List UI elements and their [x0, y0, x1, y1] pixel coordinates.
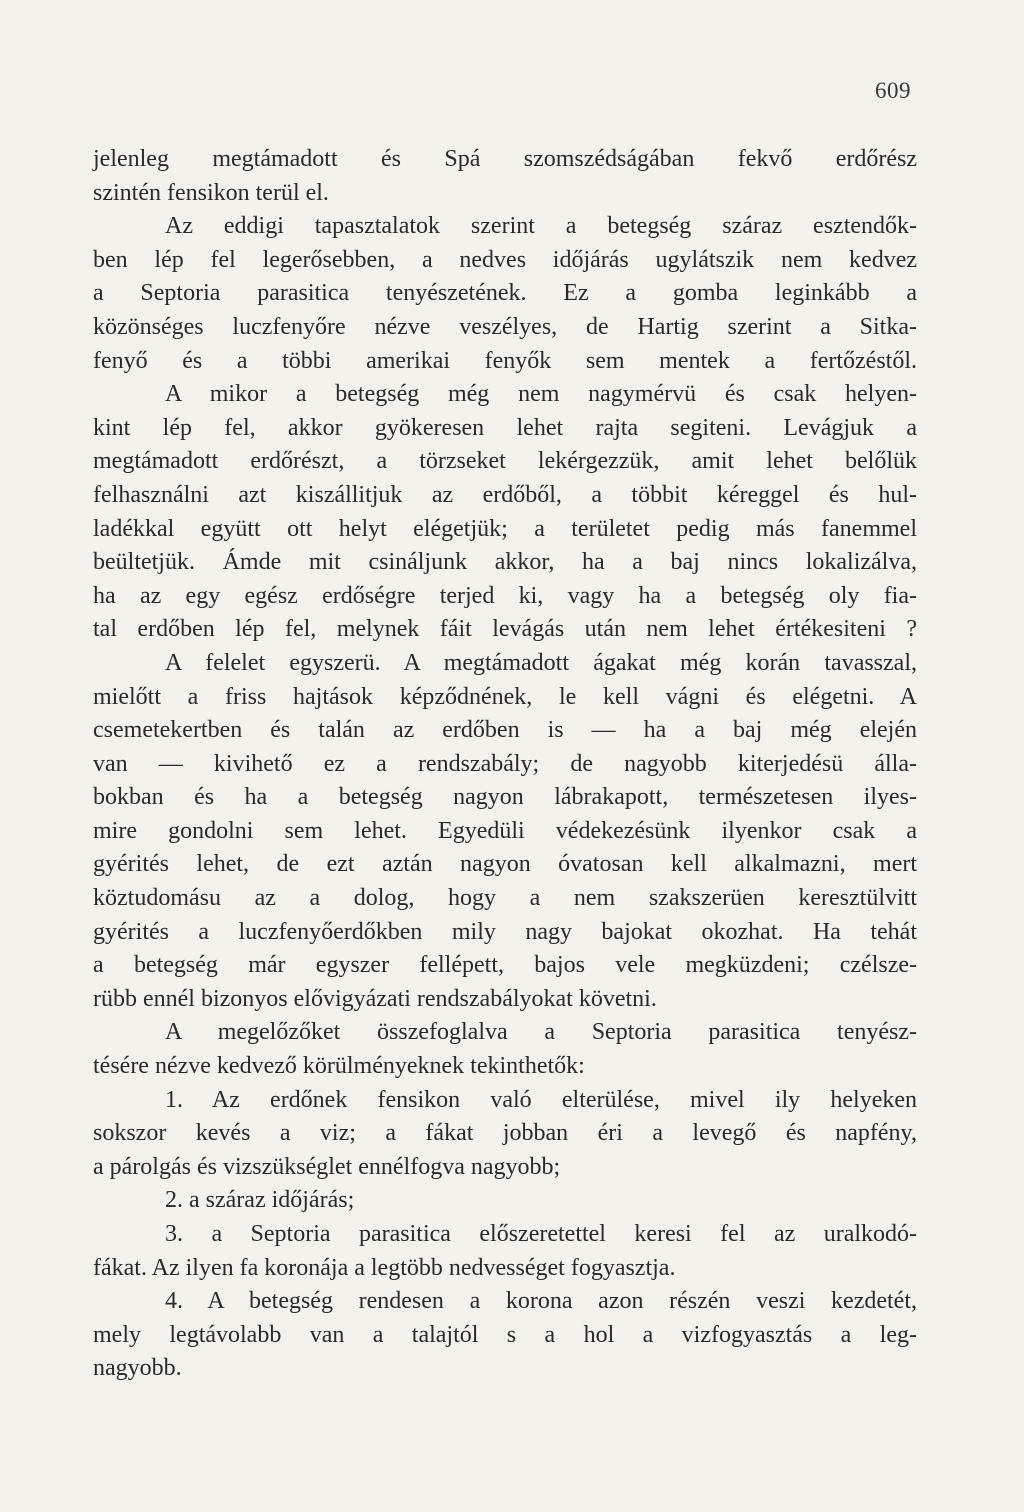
text-line: mielőtt a friss hajtások képződnének, le kell vágni és elégetni. A: [93, 683, 917, 710]
text-line: megtámadott erdőrészt, a törzseket lekérgezzük, amit lehet belőlük: [93, 448, 917, 475]
text-line: A mikor a betegség még nem nagymérvü és csak helyen-: [165, 381, 917, 408]
text-line: 2. a száraz időjárás;: [165, 1187, 355, 1214]
text-line: Az eddigi tapasztalatok szerint a betegség száraz esztendők-: [165, 213, 917, 240]
text-line: sokszor kevés a viz; a fákat jobban éri a levegő és napfény,: [93, 1120, 917, 1147]
text-line: a Septoria parasitica tenyészetének. Ez a gomba leginkább a: [93, 280, 917, 307]
text-line: ben lép fel legerősebben, a nedves időjárás ugylátszik nem kedvez: [93, 246, 917, 273]
text-line: felhasználni azt kiszállitjuk az erdőből, a többit kéreggel és hul-: [93, 481, 917, 508]
text-line: közönséges luczfenyőre nézve veszélyes, de Hartig szerint a Sitka-: [93, 313, 917, 340]
body-text: [93, 143, 917, 1386]
text-line: nagyobb.: [93, 1355, 182, 1382]
text-line: gyérités a luczfenyőerdőkben mily nagy bajokat okozhat. Ha tehát: [93, 918, 917, 945]
text-line: jelenleg megtámadott és Spá szomszédságában fekvő erdőrész: [93, 146, 917, 172]
text-line: rübb ennél bizonyos elővigyázati rendszabályokat követni.: [93, 985, 657, 1012]
text-line: ha az egy egész erdőségre terjed ki, vagy ha a betegség oly fia-: [93, 582, 917, 609]
text-line: szintén fensikon terül el.: [93, 179, 329, 206]
text-line: tésére nézve kedvező körülményeknek tekinthetők:: [93, 1053, 585, 1080]
page-number: 609: [875, 78, 911, 103]
text-line: a betegség már egyszer fellépett, bajos vele megküzdeni; czélsze-: [93, 952, 917, 979]
text-line: tal erdőben lép fel, melynek fáit levágás után nem lehet értékesiteni ?: [93, 616, 917, 643]
text-line: mely legtávolabb van a talajtól s a hol a vizfogyasztás a leg-: [93, 1321, 917, 1348]
text-line: beültetjük. Ámde mit csináljunk akkor, ha a baj nincs lokalizálva,: [93, 549, 917, 576]
text-line: ladékkal együtt ott helyt elégetjük; a területet pedig más fanemmel: [93, 515, 917, 542]
text-line: fenyő és a többi amerikai fenyők sem mentek a fertőzéstől.: [93, 347, 917, 374]
text-line: a párolgás és vizszükséglet ennélfogva nagyobb;: [93, 1153, 561, 1180]
text-line: 3. a Septoria parasitica előszeretettel keresi fel az uralkodó-: [165, 1221, 917, 1247]
text-line: kint lép fel, akkor gyökeresen lehet rajta segiteni. Levágjuk a: [93, 414, 917, 441]
text-line: mire gondolni sem lehet. Egyedüli védekezésünk ilyenkor csak a: [93, 817, 917, 844]
text-line: van — kivihető ez a rendszabály; de nagyobb kiterjedésü álla-: [93, 750, 917, 777]
text-line: köztudomásu az a dolog, hogy a nem szakszerüen keresztülvitt: [93, 885, 917, 912]
text-line: 4. A betegség rendesen a korona azon részén veszi kezdetét,: [165, 1288, 917, 1315]
text-line: csemetekertben és talán az erdőben is — ha a baj még elején: [93, 717, 917, 744]
text-line: fákat. Az ilyen fa koronája a legtöbb nedvességet fogyasztja.: [93, 1254, 676, 1281]
text-line: 1. Az erdőnek fensikon való elterülése, mivel ily helyeken: [165, 1086, 917, 1113]
text-line: bokban és ha a betegség nagyon lábrakapott, természetesen ilyes-: [93, 784, 917, 811]
text-line: gyérités lehet, de ezt aztán nagyon óvatosan kell alkalmazni, mert: [93, 851, 917, 878]
text-line: A megelőzőket összefoglalva a Septoria parasitica tenyész-: [165, 1019, 917, 1046]
text-line: A felelet egyszerü. A megtámadott ágakat még korán tavasszal,: [165, 649, 917, 676]
